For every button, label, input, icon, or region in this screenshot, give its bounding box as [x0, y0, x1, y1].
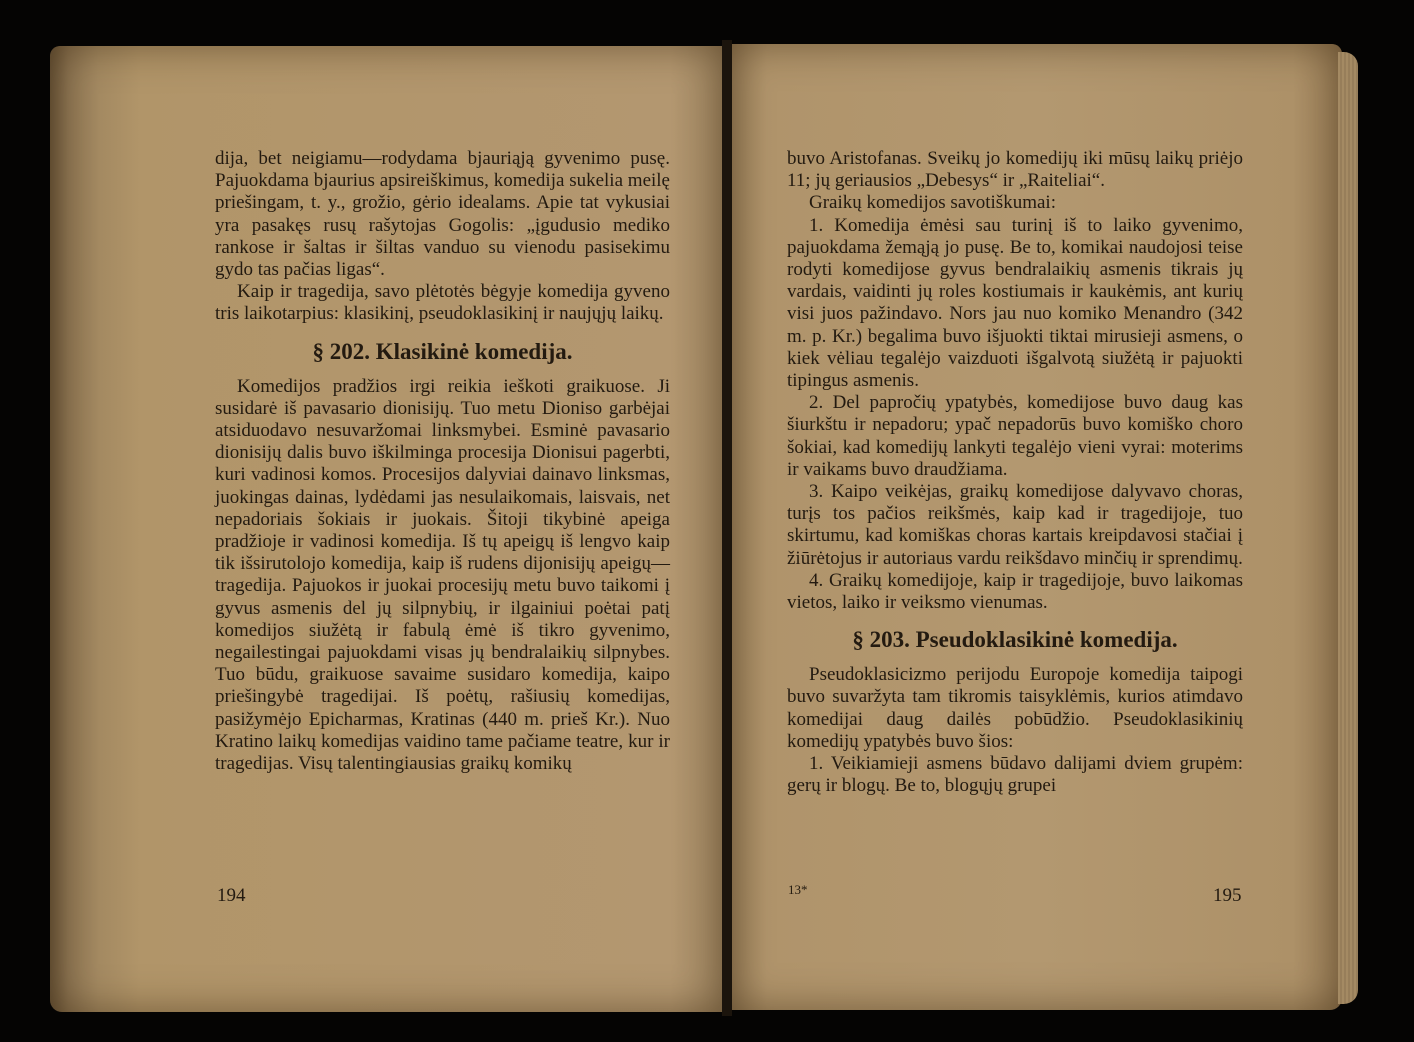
left-paragraph-1: dija, bet neigiamu—rodydama bjauriąją gyvenimo pusę. Pajuokdama bjaurius apsireiškimus, komedija sukelia meilę priešingam, t. y., grožio, gėrio idealams. Apie tat vykusiai yra pasakęs rusų rašytojas Gogolis: „įgudusio mediko rankose ir šaltas ir šiltas vanduo su vienodu pasisekimu gydo tas pačias ligas“. [215, 148, 670, 281]
right-paragraph-1: buvo Aristofanas. Sveikų jo komedijų iki mūsų laikų priėjo 11; jų geriausios „Debesys“ ir „Raiteliai“. [787, 148, 1243, 192]
section-heading-202: § 202. Klasikinė komedija. [312, 338, 573, 364]
right-paragraph-3: 1. Komedija ėmėsi sau turinį iš to laiko gyvenimo, pajuokdama žemąją jo pusę. Be to, komikai naudojosi teise rodyti komedijose gyvus bendralaikių asmenis tikrais jų vardais, vaidinti jų roles kostiumais ir kaukėmis, ant kurių visi juos pažindavo. Nors jau nuo komiko Menandro (342 m. p. Kr.) begalima buvo išjuokti tiktai mirusieji asmens, o kiek vėliau tegalėjo vaizduoti išgalvotą siužėtą ir pajuokti tipingus asmenis. [787, 214, 1243, 392]
right-paragraph-2: Graikų komedijos savotiškumai: [809, 192, 1056, 214]
right-page-text [787, 148, 1243, 797]
right-paragraph-6: 4. Graikų komedijoje, kaip ir tragedijoje, buvo laikomas vietos, laiko ir veiksmo vienumas. [787, 569, 1243, 614]
right-paragraph-4: 2. Del papročių ypatybės, komedijose buvo daug kas šiurkštu ir nepadoru; ypač nepadorūs buvo komiško choro šokiai, kad komedijų lankyti tegalėjo vieni vyrai: moterims ir vaikams buvo draudžiama. [787, 392, 1243, 480]
printer-signature-mark: 13* [788, 882, 808, 897]
left-paragraph-3: Komedijos pradžios irgi reikia ieškoti graikuose. Ji susidarė iš pavasario dionisijų. Tuo metu Dioniso garbėjai atsiduodavo nesuvaržomai linksmybei. Esminė pavasario dionisijų dalis buvo iškilminga procesija Dionisui pagerbti, kuri vadinosi komos. Procesijos dalyviai dainavo linksmas, juokingas dainas, lydėdami jas nesulaikomais, laisvais, net nepadoriais šokiais ir juokais. Šitoji tikybinė apeiga pradžioje ir vadinosi komedija. Iš tų apeigų iš lengvo kaip tik išsirutolojo komedija, kaip iš rudens dijonisijų apeigų—tragedija. Pajuokos ir juokai procesijų metu buvo taikomi į gyvus asmenis del jų silpnybių, ir ilgainiui poėtai patį komedijos siužėtą ir fabulą ėmė iš tikro gyvenimo, negailestingai pajuokdami visas jų bendralaikių silpnybes. Tuo būdu, graikuose savaime susidaro komedija, kaipo priešingybė tragedijai. Iš poėtų, rašiusių komedijas, pasižymėjo Epicharmas, Kratinas (440 m. prieš Kr.). Nuo Kratino laikų komedijas vaidino tame pačiame teatre, kur ir tragedijas. Visų talentingiausias graikų komikų [215, 375, 670, 775]
book-fore-edge [1338, 52, 1358, 1004]
page-number-left: 194 [217, 885, 246, 906]
left-page-text [215, 148, 670, 775]
right-paragraph-7: Pseudoklasicizmo perijodu Europoje komedija taipogi buvo suvaržyta tam tikromis taisyklėmis, kurios atimdavo komedijai daug dailės pobūdžio. Pseudoklasikinių komedijų ypatybės buvo šios: [787, 664, 1243, 752]
book-gutter [722, 40, 732, 1016]
section-heading-203: § 203. Pseudoklasikinė komedija. [852, 627, 1178, 653]
right-paragraph-8: 1. Veikiamieji asmens būdavo dalijami dviem grupėm: gerų ir blogų. Be to, blogųjų grupei [787, 753, 1243, 797]
right-paragraph-5: 3. Kaipo veikėjas, graikų komedijose dalyvavo choras, turįs tos pačios reikšmės, kaip kad ir tragedijoje, tuo skirtumu, kad komiškas choras kartais kreipdavosi stačiai į žiūrėtojus ir autoriaus vardu reikšdavo minčių ir sprendimų. [787, 481, 1243, 569]
left-paragraph-2: Kaip ir tragedija, savo plėtotės bėgyje komedija gyveno tris laikotarpius: klasikinį, pseudoklasikinį ir naujųjų laikų. [215, 281, 670, 325]
page-number-right: 195 [1213, 885, 1242, 906]
